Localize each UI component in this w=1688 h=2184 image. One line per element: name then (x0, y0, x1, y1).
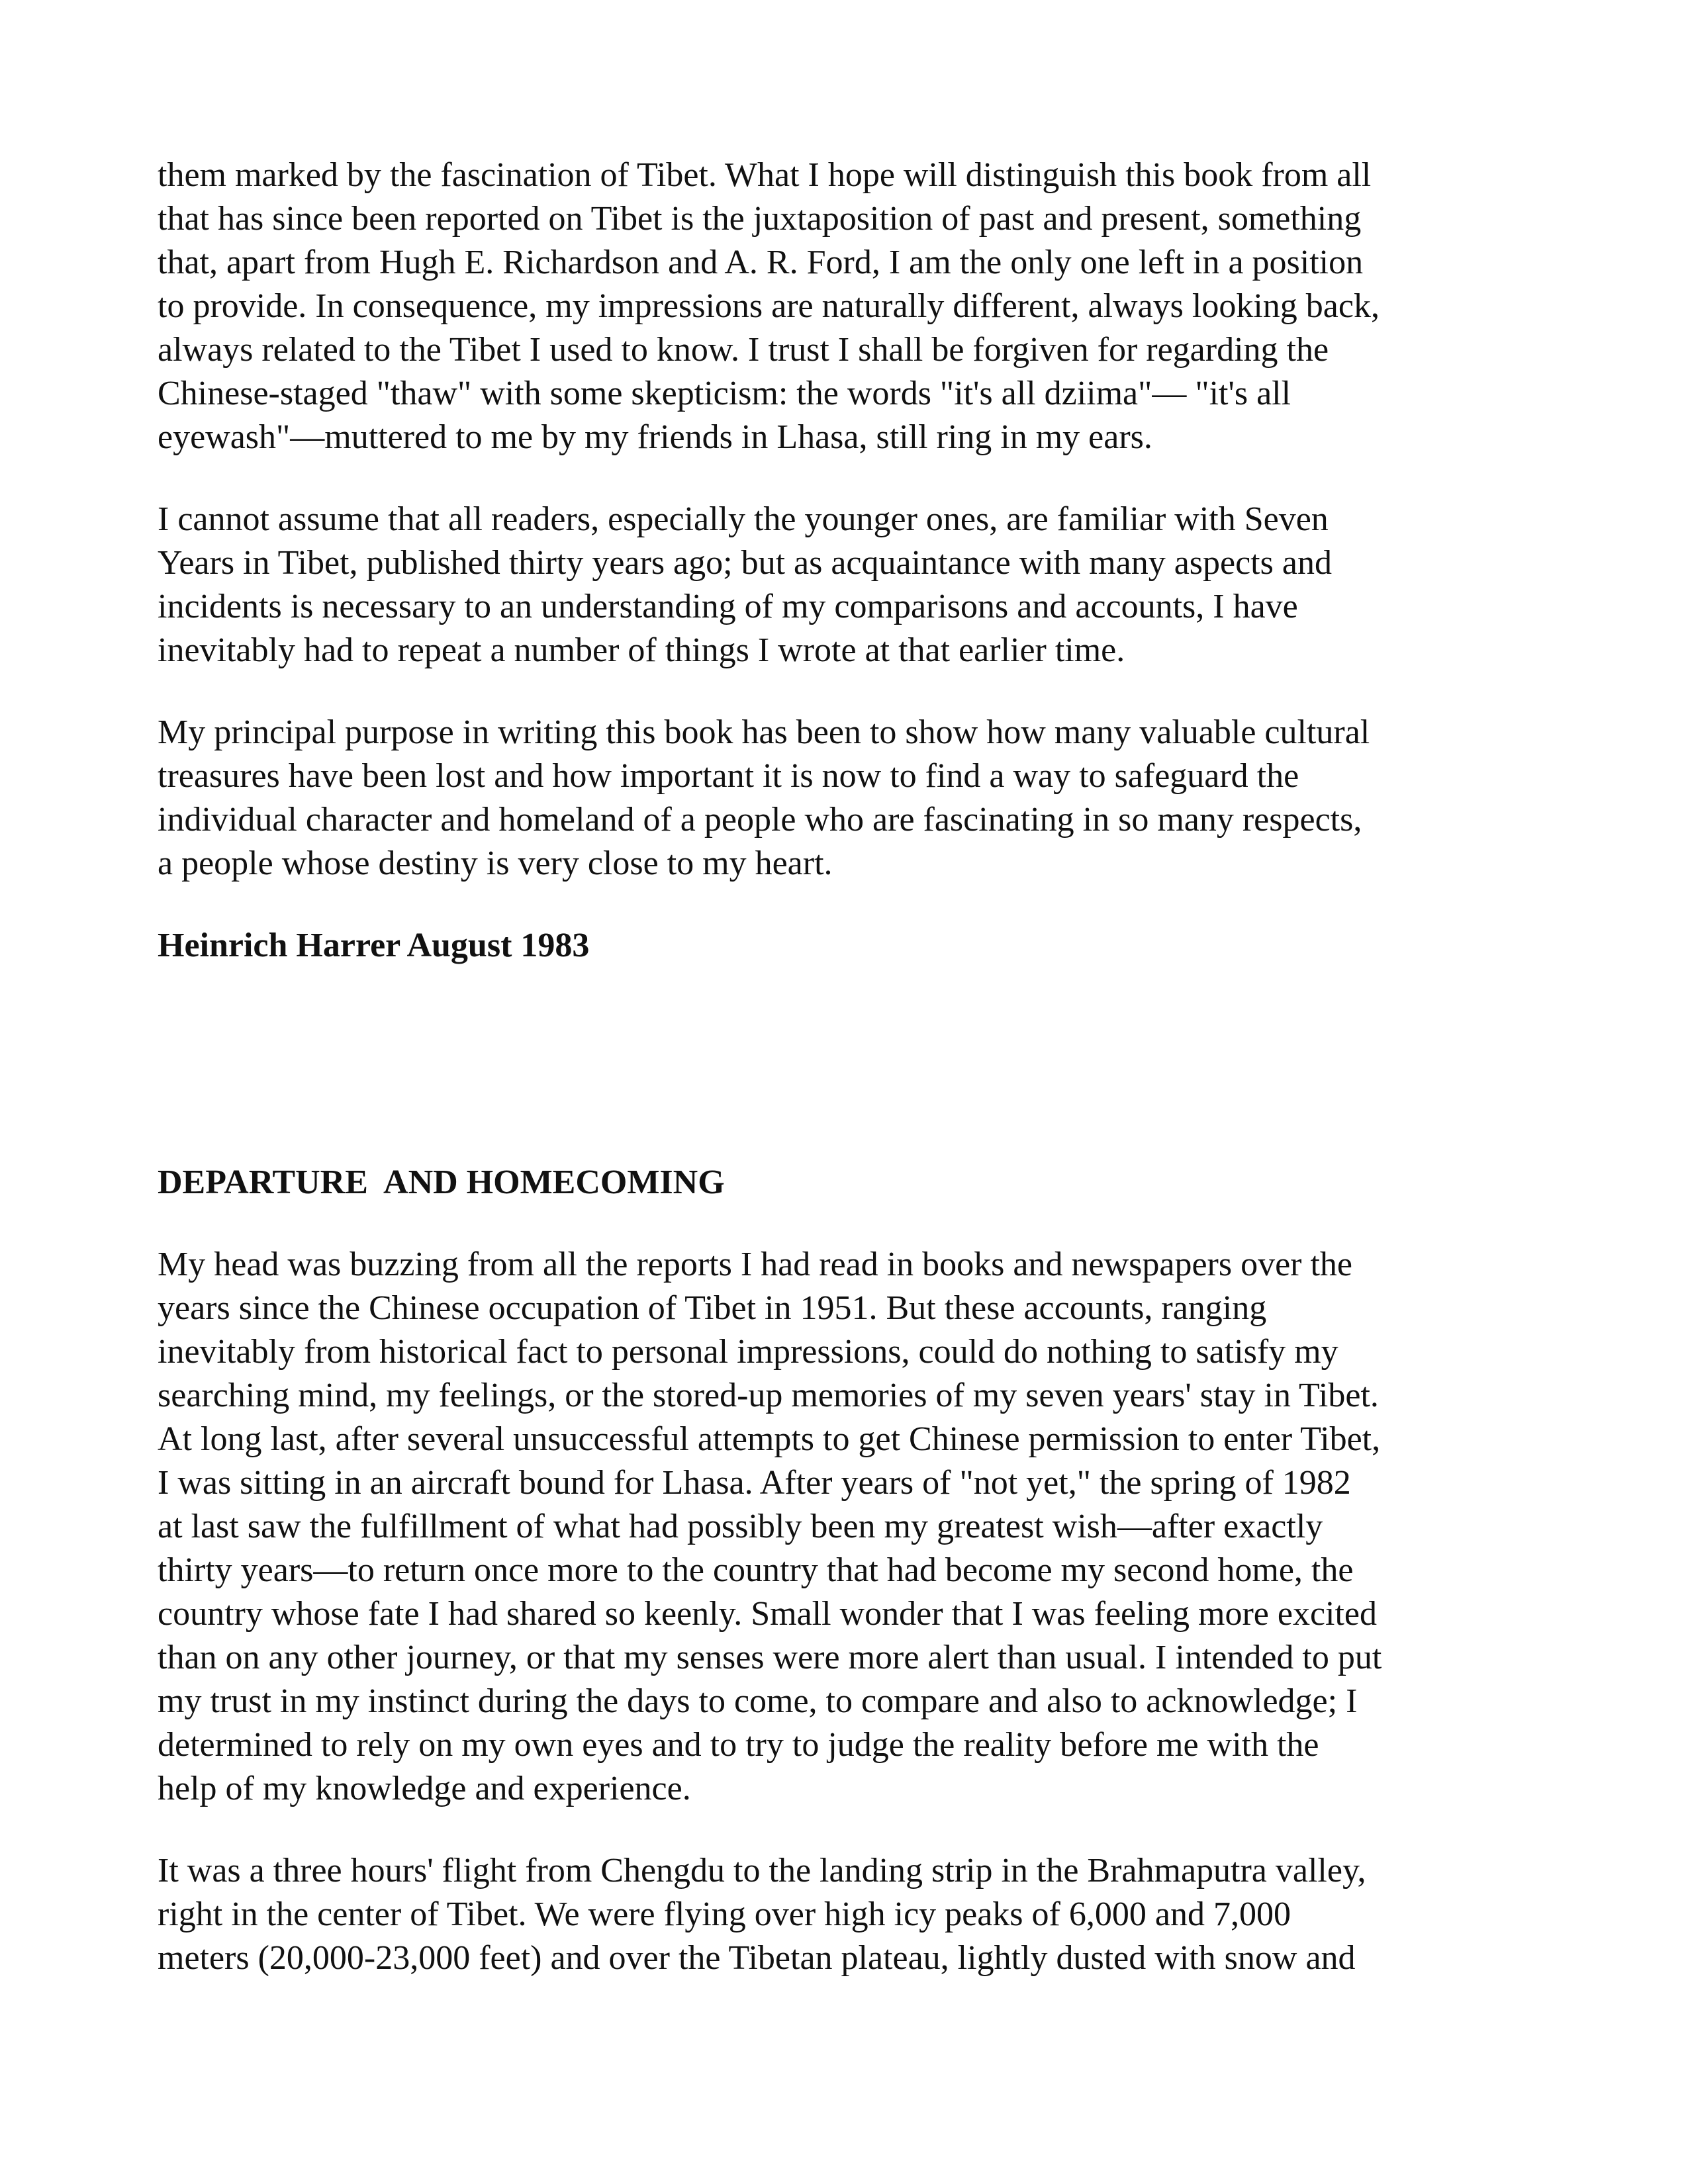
text-line: incidents is necessary to an understanding of my comparisons and accounts, I have (158, 588, 1298, 625)
text-line: to provide. In consequence, my impressions are naturally different, always looking back, (158, 287, 1380, 325)
text-line: treasures have been lost and how important it is now to find a way to safeguard the (158, 757, 1299, 795)
text-line: meters (20,000-23,000 feet) and over the Tibetan plateau, lightly dusted with snow and (158, 1939, 1356, 1977)
text-line: that has since been reported on Tibet is the juxtaposition of past and present, something (158, 200, 1362, 238)
chapter-paragraph-1 (158, 1243, 1536, 1811)
preface-signature: Heinrich Harrer August 1983 (158, 927, 590, 964)
text-line: searching mind, my feelings, or the stored-up memories of my seven years' stay in Tibet. (158, 1377, 1379, 1414)
text-line: at last saw the fulfillment of what had possibly been my greatest wish—after exactly (158, 1508, 1323, 1545)
text-line: inevitably from historical fact to personal impressions, could do nothing to satisfy my (158, 1333, 1338, 1371)
chapter-title: DEPARTURE AND HOMECOMING (158, 1163, 725, 1201)
text-line: thirty years—to return once more to the country that had become my second home, the (158, 1551, 1354, 1589)
text-line: My head was buzzing from all the reports I had read in books and newspapers over the (158, 1246, 1352, 1283)
text-line: My principal purpose in writing this book has been to show how many valuable cultural (158, 713, 1370, 751)
text-line: years since the Chinese occupation of Tibet in 1951. But these accounts, ranging (158, 1289, 1267, 1327)
text-line: a people whose destiny is very close to my heart. (158, 844, 833, 882)
preface-paragraph-2 (158, 498, 1536, 672)
text-line: always related to the Tibet I used to know. I trust I shall be forgiven for regarding the (158, 331, 1329, 369)
text-line: individual character and homeland of a people who are fascinating in so many respects, (158, 801, 1362, 839)
chapter-paragraph-2 (158, 1849, 1536, 1980)
text-line: Chinese-staged "thaw" with some skepticism: the words "it's all dziima"— "it's all (158, 375, 1291, 412)
text-line: than on any other journey, or that my senses were more alert than usual. I intended to put (158, 1639, 1382, 1676)
text-line: Years in Tibet, published thirty years ago; but as acquaintance with many aspects and (158, 544, 1332, 582)
text-line: At long last, after several unsuccessful attempts to get Chinese permission to enter Tibet, (158, 1420, 1381, 1458)
preface-paragraph-1 (158, 154, 1536, 459)
text-line: I was sitting in an aircraft bound for Lhasa. After years of "not yet," the spring of 1982 (158, 1464, 1351, 1502)
text-line: country whose fate I had shared so keenly. Small wonder that I was feeling more excited (158, 1595, 1378, 1633)
text-line: inevitably had to repeat a number of things I wrote at that earlier time. (158, 631, 1125, 669)
text-line: I cannot assume that all readers, especially the younger ones, are familiar with Seven (158, 500, 1329, 538)
text-line: them marked by the fascination of Tibet. What I hope will distinguish this book from all (158, 156, 1372, 194)
text-line: right in the center of Tibet. We were flying over high icy peaks of 6,000 and 7,000 (158, 1895, 1291, 1933)
text-line: It was a three hours' flight from Chengdu to the landing strip in the Brahmaputra valley, (158, 1852, 1366, 1889)
text-line: help of my knowledge and experience. (158, 1770, 691, 1807)
text-line: determined to rely on my own eyes and to try to judge the reality before me with the (158, 1726, 1319, 1764)
text-line: my trust in my instinct during the days to come, to compare and also to acknowledge; I (158, 1682, 1358, 1720)
text-line: that, apart from Hugh E. Richardson and A. R. Ford, I am the only one left in a position (158, 244, 1364, 281)
text-line: eyewash"—muttered to me by my friends in Lhasa, still ring in my ears. (158, 418, 1152, 456)
preface-paragraph-3 (158, 711, 1536, 886)
